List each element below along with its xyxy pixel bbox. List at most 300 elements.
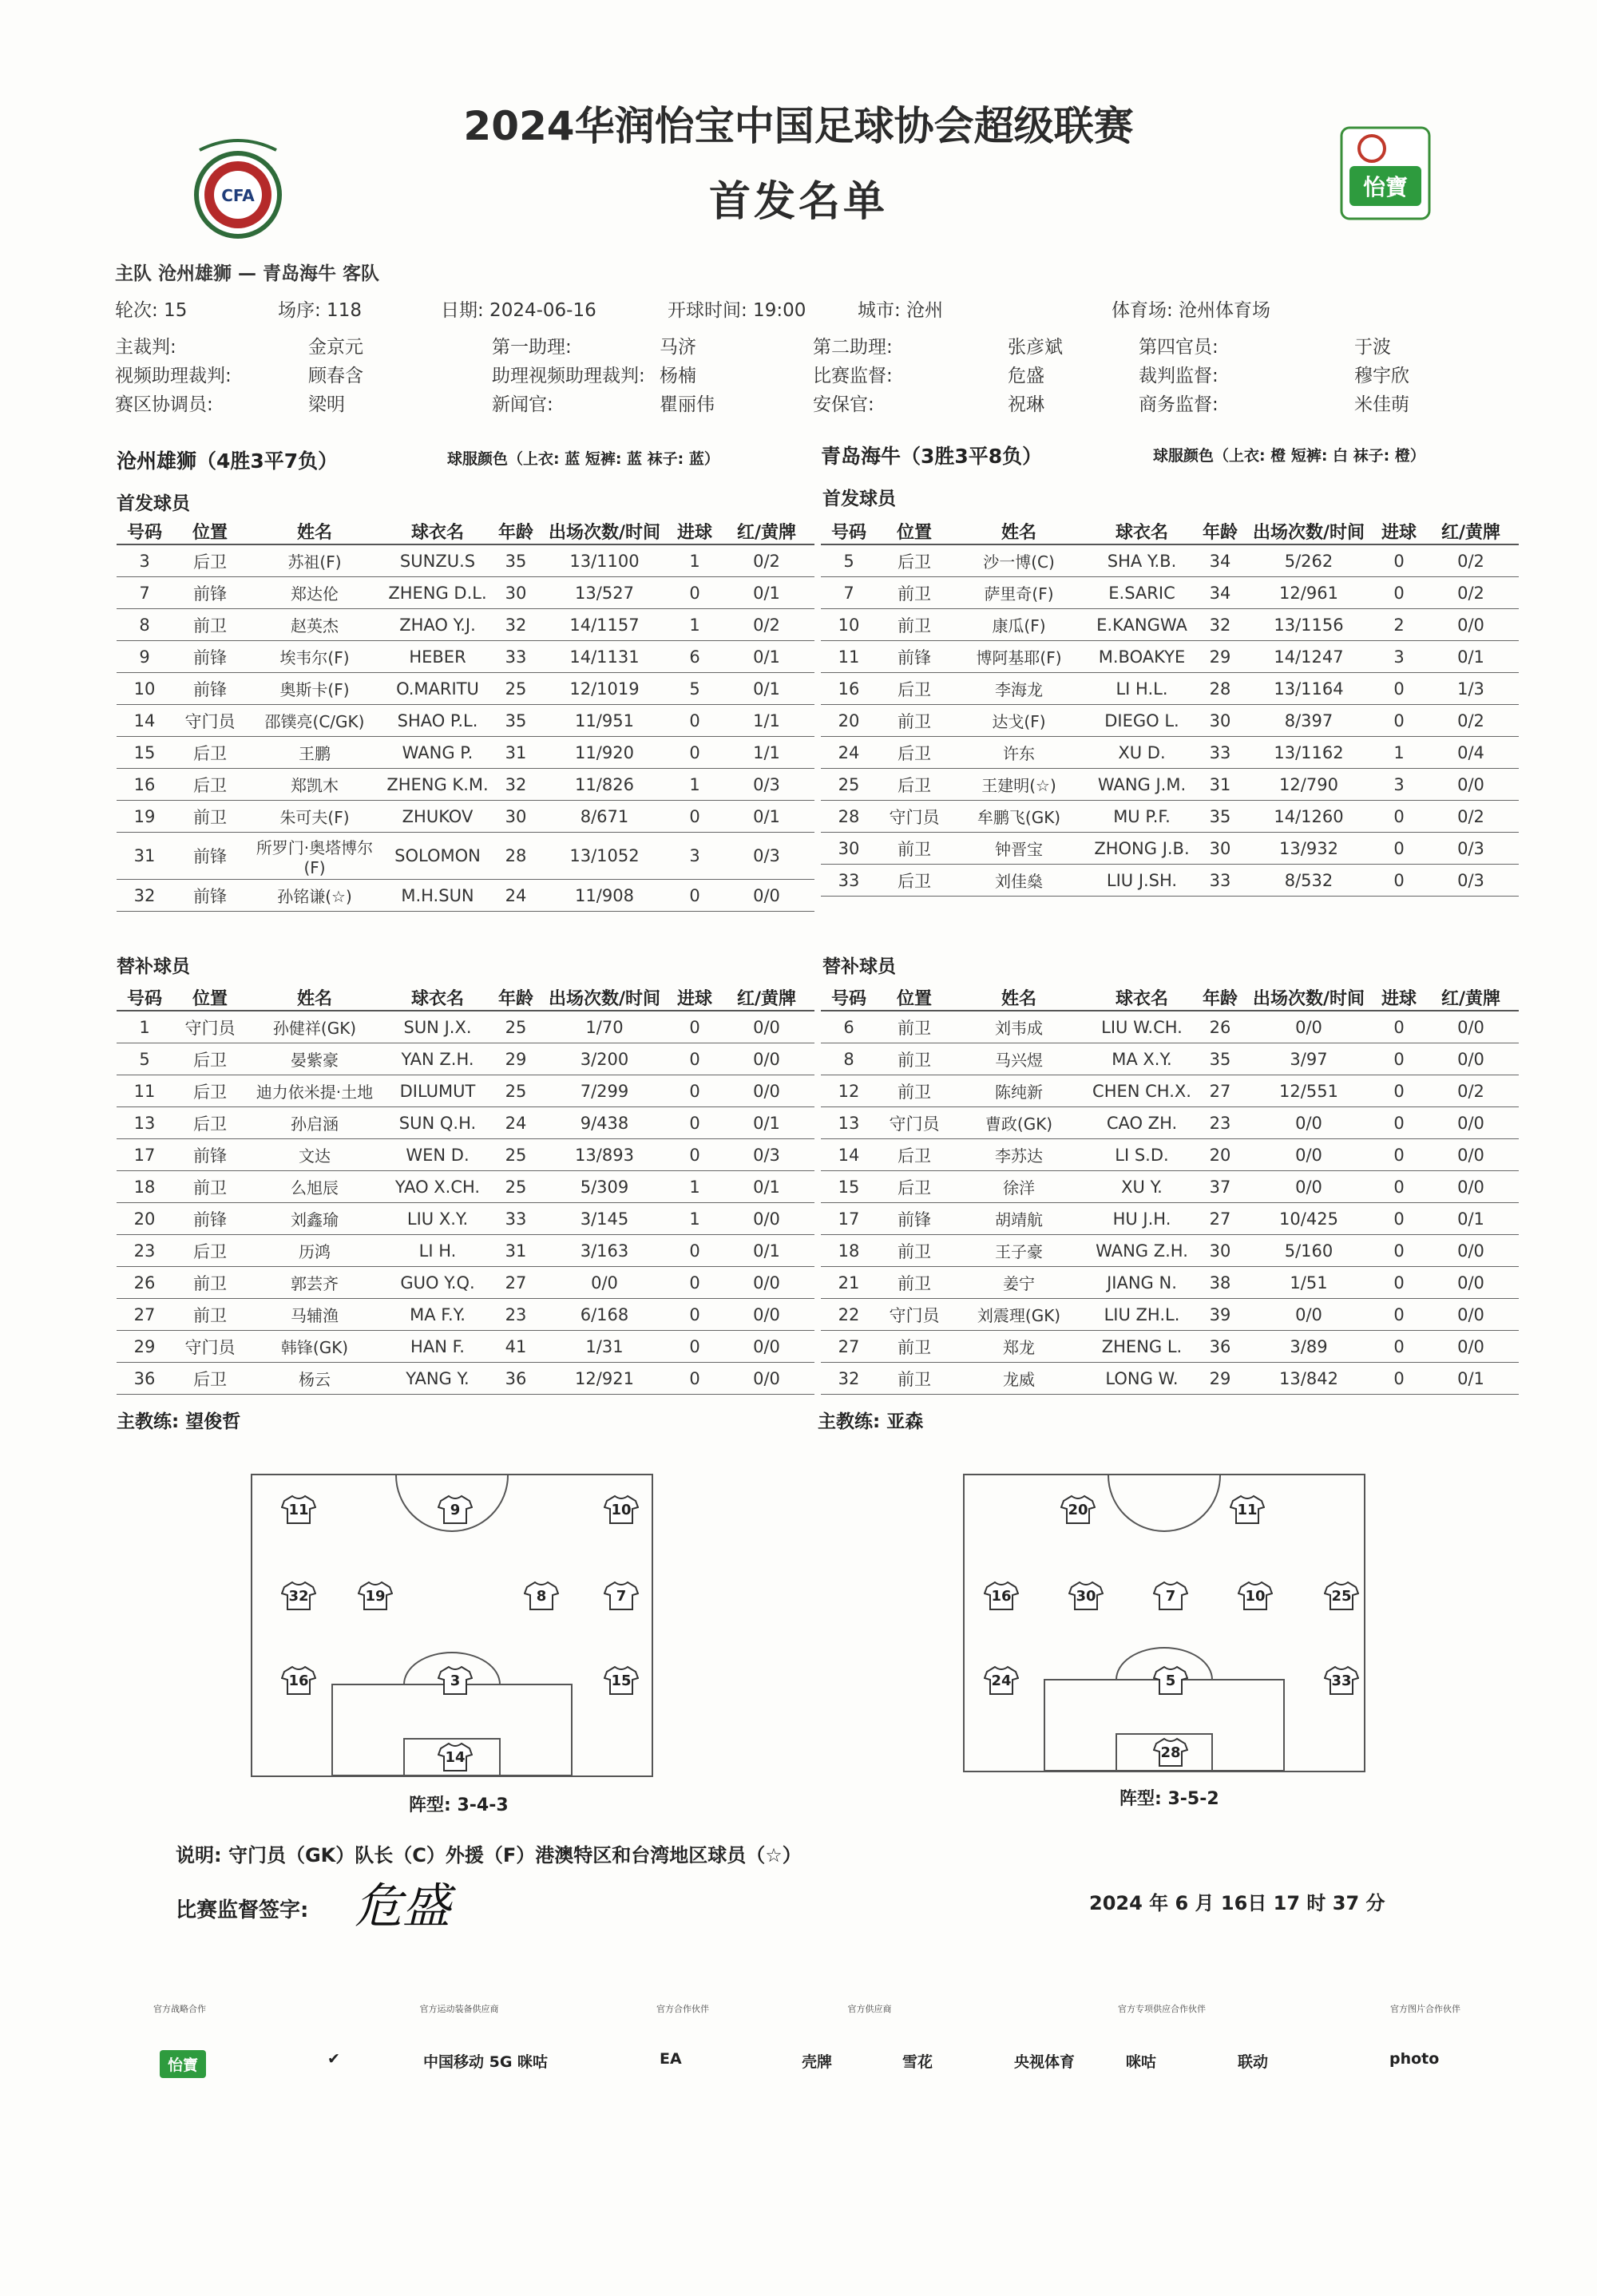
player-position: 后卫 xyxy=(172,1363,248,1395)
official-name: 马济 xyxy=(660,337,696,358)
player-cards: 0/0 xyxy=(1423,1107,1519,1139)
player-number: 24 xyxy=(821,737,877,769)
player-age: 32 xyxy=(493,609,538,641)
player-shirt-name: HU J.H. xyxy=(1086,1203,1198,1235)
column-header: 球衣名 xyxy=(1086,519,1198,544)
shirt-number: 25 xyxy=(1331,1588,1352,1605)
table-row xyxy=(117,577,814,609)
player-shirt-name: MA X.Y. xyxy=(1086,1043,1198,1075)
table-row xyxy=(821,1171,1519,1203)
player-number: 25 xyxy=(821,769,877,801)
column-header: 进球 xyxy=(1375,985,1423,1011)
player-cards: 0/1 xyxy=(1423,641,1519,673)
player-age: 28 xyxy=(1198,673,1242,705)
sponsor-caption: 官方合作伙伴 xyxy=(656,2004,709,2014)
away-pitch-lines xyxy=(965,1475,1364,1771)
official-role: 赛区协调员: xyxy=(115,394,213,415)
column-header: 进球 xyxy=(1375,519,1423,544)
player-goals: 1 xyxy=(671,1203,719,1235)
player-shirt-name: LI S.D. xyxy=(1086,1139,1198,1171)
player-number: 11 xyxy=(821,641,877,673)
player-appearances: 7/299 xyxy=(538,1075,671,1107)
column-header: 号码 xyxy=(821,985,877,1011)
player-name: 邵镤亮(C/GK) xyxy=(248,705,382,737)
home-formation-pitch xyxy=(251,1474,653,1777)
player-goals: 0 xyxy=(1375,1363,1423,1395)
player-goals: 5 xyxy=(671,673,719,705)
table-row xyxy=(821,1299,1519,1331)
player-name: 李苏达 xyxy=(952,1139,1086,1171)
player-cards: 0/1 xyxy=(1423,1363,1519,1395)
player-shirt-name: WANG Z.H. xyxy=(1086,1235,1198,1267)
table-row xyxy=(821,1107,1519,1139)
player-goals: 0 xyxy=(671,705,719,737)
player-name: 苏祖(F) xyxy=(248,544,382,577)
player-position: 后卫 xyxy=(172,1235,248,1267)
table-row xyxy=(117,801,814,833)
player-number: 13 xyxy=(117,1107,172,1139)
sponsor-caption: 官方供应商 xyxy=(847,2004,892,2014)
away-subs-table xyxy=(821,985,1519,1395)
player-cards: 0/0 xyxy=(1423,1267,1519,1299)
column-header: 球衣名 xyxy=(382,985,493,1011)
player-appearances: 12/921 xyxy=(538,1363,671,1395)
city: 城市: 沧州 xyxy=(858,300,944,321)
shirt-number: 7 xyxy=(616,1588,627,1605)
away-kit-colors: 球服颜色（上衣: 橙 短裤: 白 袜子: 橙） xyxy=(1153,447,1425,465)
player-appearances: 3/89 xyxy=(1242,1331,1375,1363)
player-appearances: 13/1162 xyxy=(1242,737,1375,769)
player-appearances: 13/842 xyxy=(1242,1363,1375,1395)
player-appearances: 0/0 xyxy=(1242,1107,1375,1139)
official-name: 顾春含 xyxy=(308,366,363,386)
table-row xyxy=(117,705,814,737)
sponsor-logo: 雪花 xyxy=(902,2053,933,2071)
player-appearances: 0/0 xyxy=(1242,1011,1375,1043)
player-number: 8 xyxy=(117,609,172,641)
player-shirt-icon xyxy=(1238,1581,1273,1611)
player-position: 后卫 xyxy=(172,1107,248,1139)
player-cards: 0/1 xyxy=(719,801,814,833)
player-shirt-name: M.BOAKYE xyxy=(1086,641,1198,673)
player-name: 郭芸齐 xyxy=(248,1267,382,1299)
player-shirt-icon xyxy=(438,1742,473,1772)
away-coach: 主教练: 亚森 xyxy=(818,1411,924,1432)
player-age: 27 xyxy=(1198,1075,1242,1107)
player-shirt-icon xyxy=(438,1494,473,1525)
official-role: 主裁判: xyxy=(115,337,176,358)
player-name: 博阿基耶(F) xyxy=(952,641,1086,673)
table-row xyxy=(117,1171,814,1203)
column-header: 年龄 xyxy=(1198,519,1242,544)
shirt-number: 9 xyxy=(450,1502,461,1518)
player-position: 守门员 xyxy=(877,1107,952,1139)
table-header-row xyxy=(821,519,1519,544)
player-appearances: 13/1164 xyxy=(1242,673,1375,705)
player-shirt-name: XU D. xyxy=(1086,737,1198,769)
table-row xyxy=(117,1235,814,1267)
player-appearances: 5/160 xyxy=(1242,1235,1375,1267)
player-appearances: 11/951 xyxy=(538,705,671,737)
player-shirt-name: LIU J.SH. xyxy=(1086,865,1198,897)
shirt-number: 14 xyxy=(445,1749,466,1766)
player-age: 39 xyxy=(1198,1299,1242,1331)
player-name: 许东 xyxy=(952,737,1086,769)
player-number: 8 xyxy=(821,1043,877,1075)
player-number: 28 xyxy=(821,801,877,833)
player-appearances: 3/145 xyxy=(538,1203,671,1235)
player-cards: 1/1 xyxy=(719,737,814,769)
player-appearances: 8/397 xyxy=(1242,705,1375,737)
official-name: 杨楠 xyxy=(660,366,696,386)
player-position: 前锋 xyxy=(172,1139,248,1171)
official-role: 第二助理: xyxy=(813,337,893,358)
csl-logo xyxy=(1338,125,1433,222)
column-header: 姓名 xyxy=(952,519,1086,544)
player-shirt-name: E.KANGWA xyxy=(1086,609,1198,641)
player-name: 杨云 xyxy=(248,1363,382,1395)
player-cards: 0/0 xyxy=(1423,1171,1519,1203)
player-appearances: 13/893 xyxy=(538,1139,671,1171)
player-position: 后卫 xyxy=(172,1075,248,1107)
table-row xyxy=(821,609,1519,641)
player-position: 后卫 xyxy=(877,769,952,801)
player-shirt-name: M.H.SUN xyxy=(382,880,493,912)
player-number: 18 xyxy=(821,1235,877,1267)
player-appearances: 3/163 xyxy=(538,1235,671,1267)
player-cards: 0/2 xyxy=(719,544,814,577)
player-shirt-name: O.MARITU xyxy=(382,673,493,705)
table-row xyxy=(117,1203,814,1235)
player-goals: 0 xyxy=(1375,1203,1423,1235)
player-goals: 0 xyxy=(671,577,719,609)
player-goals: 0 xyxy=(1375,1171,1423,1203)
player-shirt-name: SUN Q.H. xyxy=(382,1107,493,1139)
column-header: 出场次数/时间 xyxy=(538,519,671,544)
player-name: 钟晋宝 xyxy=(952,833,1086,865)
player-number: 3 xyxy=(117,544,172,577)
sponsor-logo: EA xyxy=(660,2050,682,2068)
player-appearances: 5/262 xyxy=(1242,544,1375,577)
player-shirt-name: DILUMUT xyxy=(382,1075,493,1107)
player-cards: 0/0 xyxy=(719,1363,814,1395)
player-number: 36 xyxy=(117,1363,172,1395)
player-cards: 0/4 xyxy=(1423,737,1519,769)
player-shirt-name: WANG P. xyxy=(382,737,493,769)
player-number: 12 xyxy=(821,1075,877,1107)
player-goals: 0 xyxy=(1375,1299,1423,1331)
shirt-number: 15 xyxy=(611,1673,632,1689)
player-name: 孙启涵 xyxy=(248,1107,382,1139)
player-shirt-icon xyxy=(281,1581,316,1611)
away-starters-table xyxy=(821,519,1519,897)
official-name: 危盛 xyxy=(1008,366,1044,386)
column-header: 球衣名 xyxy=(1086,985,1198,1011)
player-goals: 0 xyxy=(1375,1107,1423,1139)
player-position: 前卫 xyxy=(877,1075,952,1107)
player-goals: 0 xyxy=(1375,577,1423,609)
player-cards: 0/3 xyxy=(719,1139,814,1171)
player-appearances: 12/551 xyxy=(1242,1075,1375,1107)
player-number: 10 xyxy=(117,673,172,705)
official-role: 视频助理裁判: xyxy=(115,366,232,386)
player-position: 前锋 xyxy=(172,833,248,880)
player-shirt-name: SUNZU.S xyxy=(382,544,493,577)
player-position: 后卫 xyxy=(877,737,952,769)
player-shirt-name: CHEN CH.X. xyxy=(1086,1075,1198,1107)
player-number: 33 xyxy=(821,865,877,897)
shirt-number: 8 xyxy=(536,1588,547,1605)
player-name: 文达 xyxy=(248,1139,382,1171)
column-header: 年龄 xyxy=(493,985,538,1011)
player-shirt-icon xyxy=(1230,1494,1265,1525)
player-position: 前锋 xyxy=(172,577,248,609)
player-cards: 0/2 xyxy=(1423,1075,1519,1107)
player-goals: 0 xyxy=(1375,865,1423,897)
player-goals: 0 xyxy=(671,1331,719,1363)
player-position: 前卫 xyxy=(877,1043,952,1075)
player-appearances: 11/826 xyxy=(538,769,671,801)
supervisor-signature: 危盛 xyxy=(355,1878,450,1934)
player-name: 刘韦成 xyxy=(952,1011,1086,1043)
player-age: 26 xyxy=(1198,1011,1242,1043)
player-age: 30 xyxy=(1198,1235,1242,1267)
player-appearances: 13/1052 xyxy=(538,833,671,880)
player-position: 前卫 xyxy=(877,1267,952,1299)
player-cards: 0/0 xyxy=(719,1011,814,1043)
player-shirt-name: SOLOMON xyxy=(382,833,493,880)
player-goals: 0 xyxy=(1375,833,1423,865)
player-cards: 0/1 xyxy=(1423,1203,1519,1235)
player-goals: 0 xyxy=(1375,1139,1423,1171)
player-name: 埃韦尔(F) xyxy=(248,641,382,673)
home-formation: 阵型: 3-4-3 xyxy=(409,1795,509,1815)
player-number: 11 xyxy=(117,1075,172,1107)
sponsor-caption: 官方战略合作 xyxy=(153,2004,206,2014)
player-shirt-icon xyxy=(1153,1737,1188,1768)
player-goals: 0 xyxy=(1375,801,1423,833)
player-shirt-name: SHA Y.B. xyxy=(1086,544,1198,577)
player-age: 25 xyxy=(493,1011,538,1043)
player-position: 前锋 xyxy=(877,1203,952,1235)
shirt-number: 11 xyxy=(1237,1502,1258,1518)
player-appearances: 3/200 xyxy=(538,1043,671,1075)
column-header: 号码 xyxy=(821,519,877,544)
official-name: 梁明 xyxy=(308,394,345,415)
player-appearances: 10/425 xyxy=(1242,1203,1375,1235)
sponsor-logo: 联动 xyxy=(1238,2053,1269,2071)
shirt-number: 24 xyxy=(991,1673,1012,1689)
table-row xyxy=(117,1043,814,1075)
player-shirt-icon xyxy=(438,1665,473,1696)
table-header-row xyxy=(117,519,814,544)
table-row xyxy=(117,544,814,577)
player-appearances: 13/1156 xyxy=(1242,609,1375,641)
player-number: 1 xyxy=(117,1011,172,1043)
column-header: 号码 xyxy=(117,985,172,1011)
player-age: 30 xyxy=(1198,833,1242,865)
official-role: 比赛监督: xyxy=(813,366,893,386)
player-number: 9 xyxy=(117,641,172,673)
player-appearances: 12/961 xyxy=(1242,577,1375,609)
player-position: 后卫 xyxy=(172,544,248,577)
player-shirt-name: ZHENG D.L. xyxy=(382,577,493,609)
table-row xyxy=(117,1331,814,1363)
player-age: 37 xyxy=(1198,1171,1242,1203)
player-shirt-icon xyxy=(524,1581,559,1611)
player-number: 6 xyxy=(821,1011,877,1043)
column-header: 进球 xyxy=(671,985,719,1011)
player-goals: 3 xyxy=(671,833,719,880)
player-shirt-name: HAN F. xyxy=(382,1331,493,1363)
table-row xyxy=(821,801,1519,833)
supervisor-signature-label: 比赛监督签字: xyxy=(176,1898,309,1922)
player-goals: 0 xyxy=(671,1043,719,1075)
player-appearances: 0/0 xyxy=(538,1267,671,1299)
player-position: 前卫 xyxy=(172,801,248,833)
player-appearances: 13/527 xyxy=(538,577,671,609)
player-position: 前卫 xyxy=(172,609,248,641)
shirt-number: 5 xyxy=(1165,1673,1176,1689)
sponsor-logo: 壳牌 xyxy=(802,2053,833,2071)
table-row xyxy=(821,544,1519,577)
player-goals: 3 xyxy=(1375,641,1423,673)
player-shirt-name: ZHENG L. xyxy=(1086,1331,1198,1363)
player-cards: 0/1 xyxy=(719,577,814,609)
player-age: 27 xyxy=(493,1267,538,1299)
player-name: 赵英杰 xyxy=(248,609,382,641)
table-row xyxy=(821,1139,1519,1171)
player-age: 33 xyxy=(493,641,538,673)
shirt-number: 10 xyxy=(611,1502,632,1518)
official-name: 于波 xyxy=(1354,337,1391,358)
player-goals: 0 xyxy=(671,1075,719,1107)
player-position: 前卫 xyxy=(877,577,952,609)
official-name: 穆宇欣 xyxy=(1354,366,1409,386)
player-age: 25 xyxy=(493,1139,538,1171)
player-shirt-name: YAO X.CH. xyxy=(382,1171,493,1203)
column-header: 姓名 xyxy=(248,519,382,544)
player-name: 达戈(F) xyxy=(952,705,1086,737)
player-position: 前锋 xyxy=(172,673,248,705)
league-title: 2024华润怡宝中国足球协会超级联赛 xyxy=(463,103,1134,149)
shirt-number: 7 xyxy=(1165,1588,1176,1605)
legend-note: 说明: 守门员（GK）队长（C）外援（F）港澳特区和台湾地区球员（☆） xyxy=(176,1844,802,1866)
table-header-row xyxy=(821,985,1519,1011)
player-shirt-name: MU P.F. xyxy=(1086,801,1198,833)
player-shirt-name: LIU ZH.L. xyxy=(1086,1299,1198,1331)
player-number: 32 xyxy=(821,1363,877,1395)
kickoff-time: 开球时间: 19:00 xyxy=(668,300,806,321)
official-name: 米佳萌 xyxy=(1354,394,1409,415)
player-appearances: 11/908 xyxy=(538,880,671,912)
player-appearances: 5/309 xyxy=(538,1171,671,1203)
player-cards: 0/0 xyxy=(1423,1011,1519,1043)
player-position: 前卫 xyxy=(172,1299,248,1331)
home-team-record: 沧州雄狮（4胜3平7负） xyxy=(117,449,339,473)
player-name: 王子豪 xyxy=(952,1235,1086,1267)
player-number: 23 xyxy=(117,1235,172,1267)
player-name: 晏紫豪 xyxy=(248,1043,382,1075)
player-age: 30 xyxy=(1198,705,1242,737)
player-position: 前卫 xyxy=(877,1363,952,1395)
player-age: 32 xyxy=(1198,609,1242,641)
player-shirt-name: YANG Y. xyxy=(382,1363,493,1395)
player-age: 35 xyxy=(493,705,538,737)
match-seq: 场序: 118 xyxy=(278,300,362,321)
player-cards: 0/0 xyxy=(719,1043,814,1075)
away-team-record: 青岛海牛（3胜3平8负） xyxy=(821,445,1043,468)
player-cards: 0/2 xyxy=(1423,577,1519,609)
player-position: 守门员 xyxy=(172,705,248,737)
column-header: 出场次数/时间 xyxy=(1242,985,1375,1011)
stadium: 体育场: 沧州体育场 xyxy=(1112,300,1271,321)
player-position: 后卫 xyxy=(877,544,952,577)
player-position: 前卫 xyxy=(877,705,952,737)
column-header: 进球 xyxy=(671,519,719,544)
table-row xyxy=(117,641,814,673)
player-age: 32 xyxy=(493,769,538,801)
column-header: 红/黄牌 xyxy=(1423,519,1519,544)
player-cards: 0/2 xyxy=(1423,705,1519,737)
player-position: 前锋 xyxy=(877,641,952,673)
player-age: 36 xyxy=(1198,1331,1242,1363)
player-shirt-name: ZHUKOV xyxy=(382,801,493,833)
player-position: 后卫 xyxy=(877,673,952,705)
official-name: 张彦斌 xyxy=(1008,337,1063,358)
table-row xyxy=(117,880,814,912)
sponsor-caption: 官方图片合作伙伴 xyxy=(1390,2004,1460,2014)
player-number: 17 xyxy=(117,1139,172,1171)
player-age: 25 xyxy=(493,1075,538,1107)
player-name: 李海龙 xyxy=(952,673,1086,705)
player-cards: 0/0 xyxy=(719,1075,814,1107)
player-cards: 0/0 xyxy=(719,880,814,912)
player-number: 32 xyxy=(117,880,172,912)
teams-line: 主队 沧州雄狮 — 青岛海牛 客队 xyxy=(115,263,380,284)
player-name: 郑达伦 xyxy=(248,577,382,609)
player-age: 33 xyxy=(1198,865,1242,897)
table-row xyxy=(821,1267,1519,1299)
player-cards: 0/1 xyxy=(719,641,814,673)
table-row xyxy=(117,769,814,801)
player-appearances: 14/1157 xyxy=(538,609,671,641)
shirt-number: 20 xyxy=(1068,1502,1088,1518)
table-row xyxy=(117,609,814,641)
official-role: 安保官: xyxy=(813,394,874,415)
player-goals: 2 xyxy=(1375,609,1423,641)
official-role: 新闻官: xyxy=(492,394,553,415)
shirt-number: 28 xyxy=(1160,1744,1181,1761)
shirt-number: 19 xyxy=(365,1588,386,1605)
player-cards: 0/0 xyxy=(1423,769,1519,801)
home-starters-table xyxy=(117,519,814,912)
player-name: 牟鹏飞(GK) xyxy=(952,801,1086,833)
player-name: 郑凯木 xyxy=(248,769,382,801)
player-cards: 0/3 xyxy=(719,769,814,801)
away-starters-title: 首发球员 xyxy=(822,489,896,509)
player-goals: 1 xyxy=(671,544,719,577)
player-age: 20 xyxy=(1198,1139,1242,1171)
table-row xyxy=(821,641,1519,673)
column-header: 号码 xyxy=(117,519,172,544)
player-goals: 1 xyxy=(671,769,719,801)
table-row xyxy=(821,1043,1519,1075)
player-name: 所罗门·奥塔博尔(F) xyxy=(248,833,382,880)
away-formation: 阵型: 3-5-2 xyxy=(1119,1789,1219,1809)
svg-text:怡寶: 怡寶 xyxy=(1362,174,1409,200)
player-shirt-icon xyxy=(984,1665,1019,1696)
